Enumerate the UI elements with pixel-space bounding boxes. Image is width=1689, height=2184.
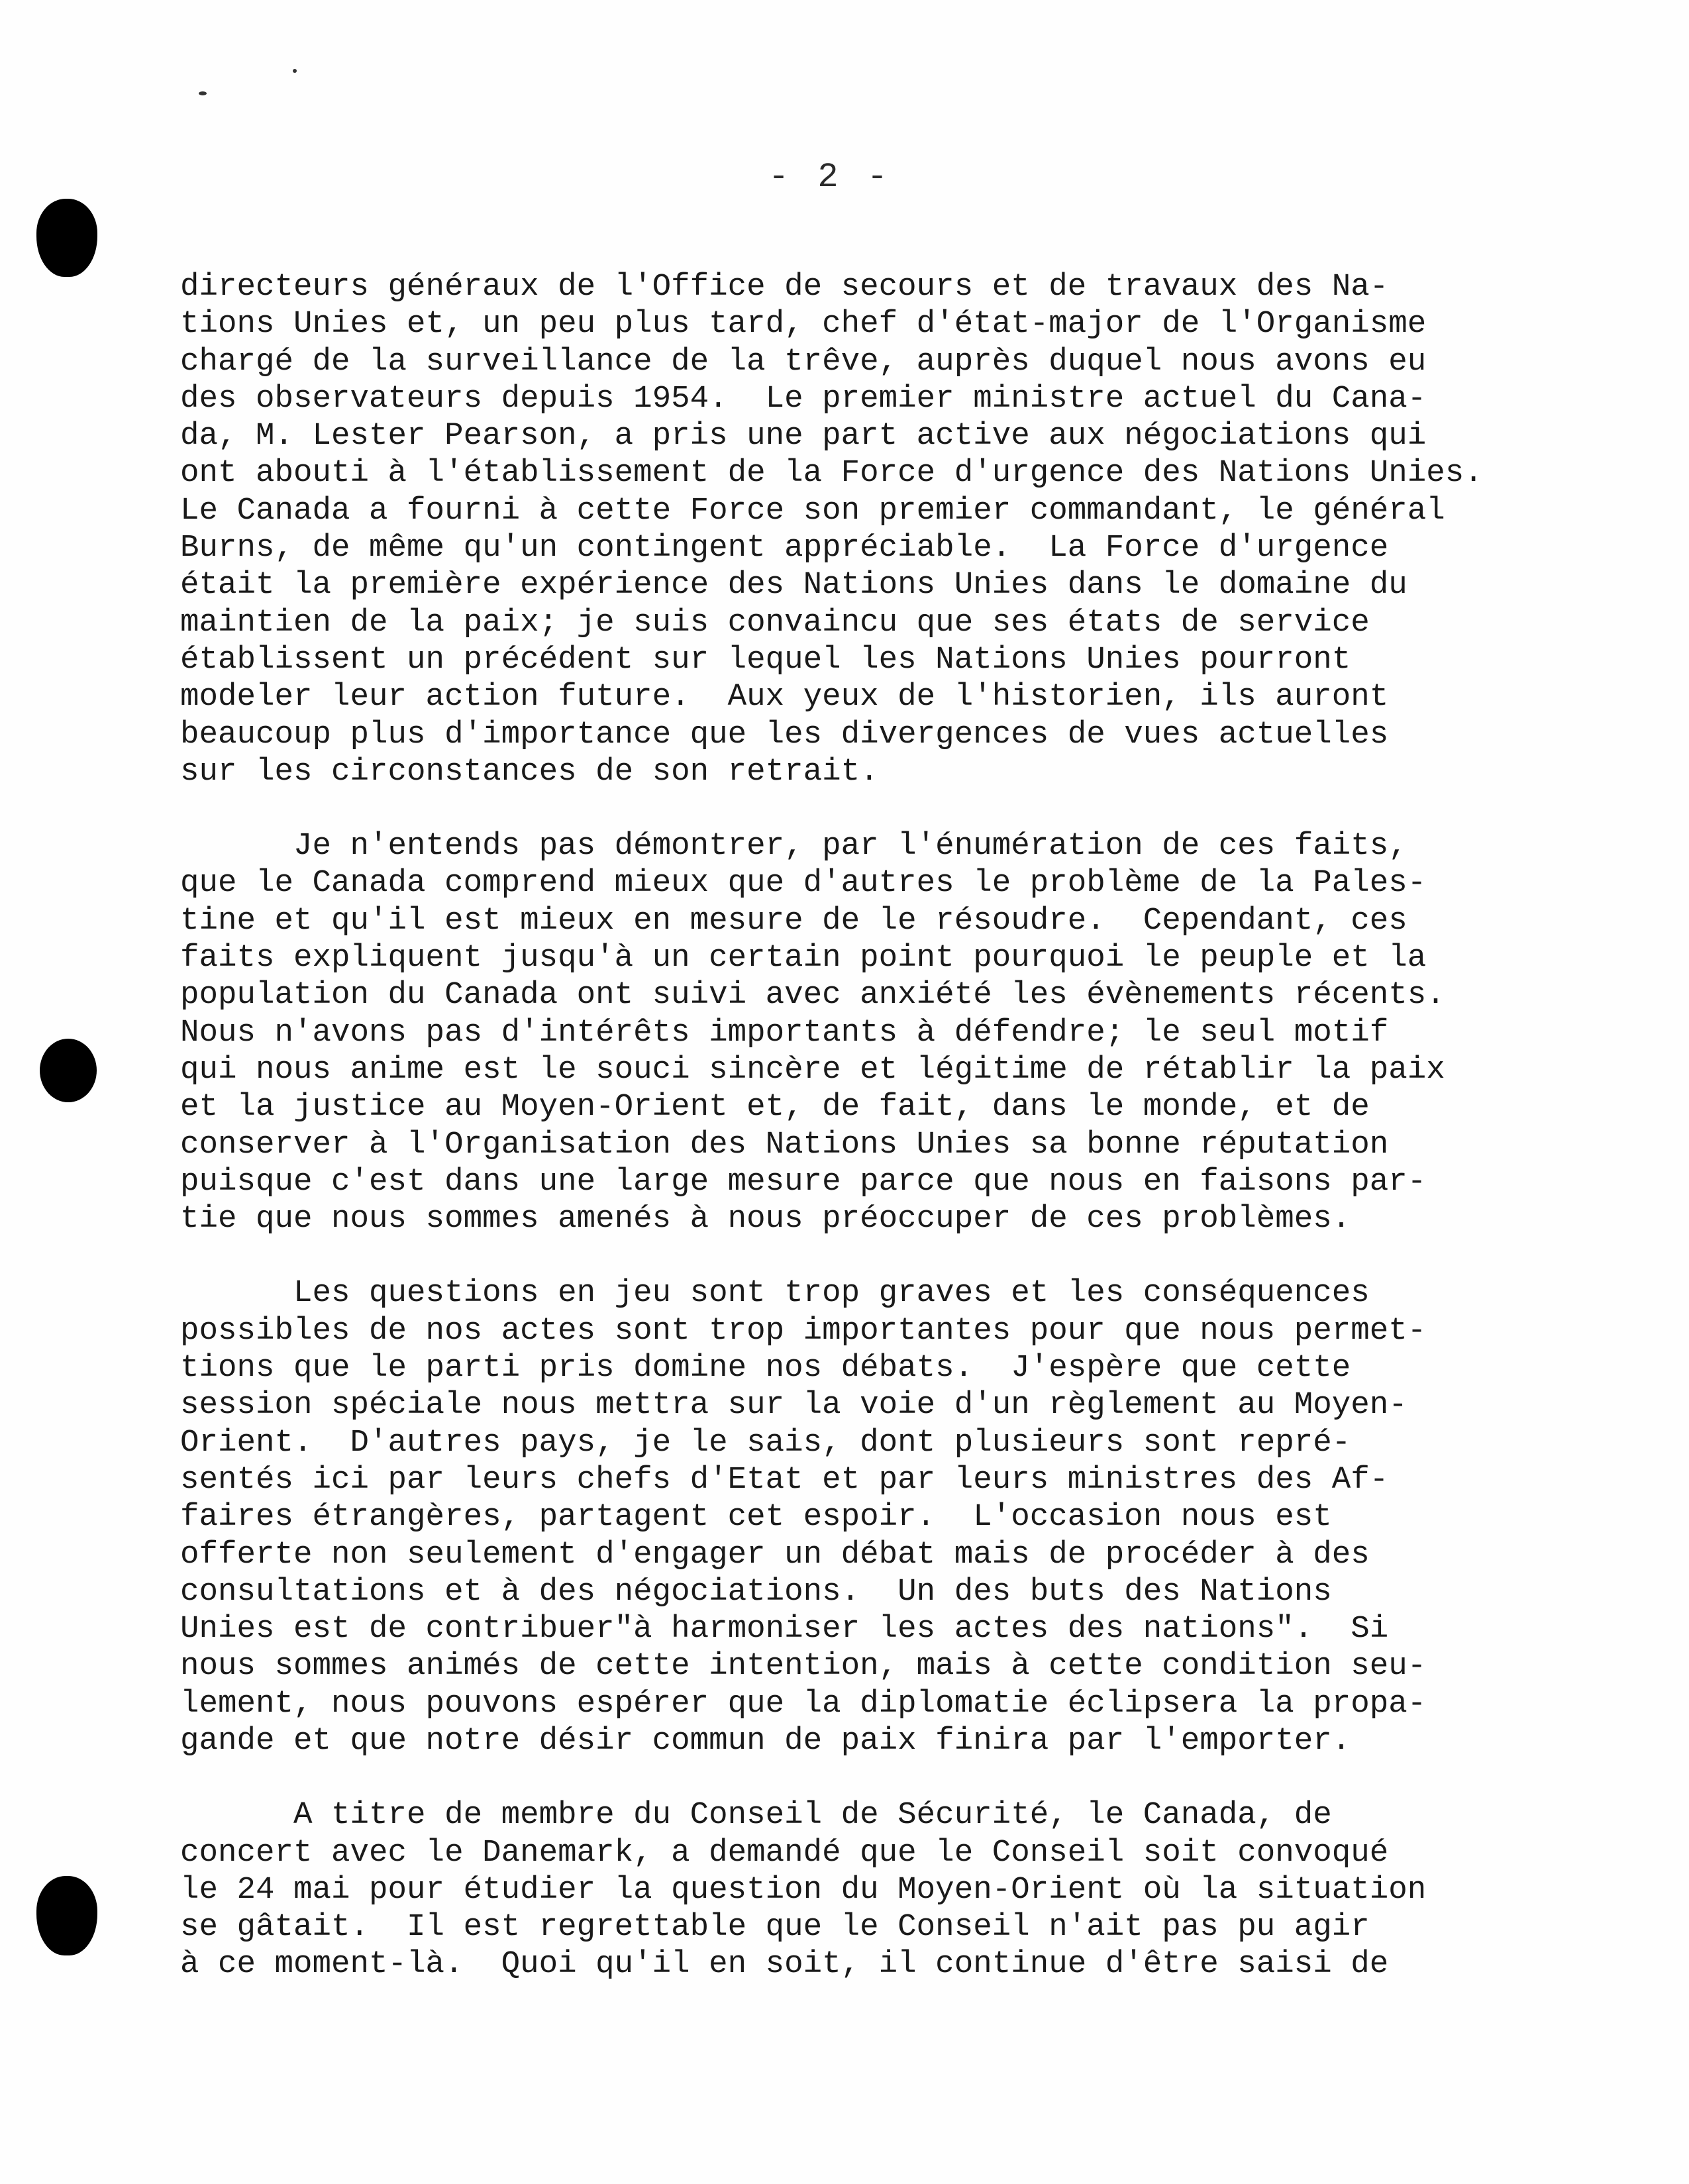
- text-line: se gâtait. Il est regrettable que le Conseil n'ait pas pu agir: [180, 1909, 1370, 1946]
- text-line: des observateurs depuis 1954. Le premier ministre actuel du Cana-: [180, 380, 1427, 417]
- document-body: [180, 268, 1584, 1983]
- punch-hole-top: [36, 199, 97, 277]
- paragraph: [180, 1796, 1584, 1983]
- text-line: chargé de la surveillance de la trêve, auprès duquel nous avons eu: [180, 343, 1427, 380]
- text-line: était la première expérience des Nations Unies dans le domaine du: [180, 567, 1408, 603]
- text-line: puisque c'est dans une large mesure parce que nous en faisons par-: [180, 1163, 1427, 1200]
- text-line: gande et que notre désir commun de paix finira par l'emporter.: [180, 1722, 1351, 1759]
- text-line: à ce moment-là. Quoi qu'il en soit, il continue d'être saisi de: [180, 1946, 1389, 1983]
- punch-hole-middle: [40, 1039, 97, 1102]
- text-line: possibles de nos actes sont trop importantes pour que nous permet-: [180, 1312, 1427, 1349]
- text-line: sentés ici par leurs chefs d'Etat et par leurs ministres des Af-: [180, 1461, 1389, 1498]
- text-line: beaucoup plus d'importance que les divergences de vues actuelles: [180, 716, 1389, 753]
- text-line: Je n'entends pas démontrer, par l'énumération de ces faits,: [180, 828, 1408, 864]
- ink-speck: [293, 69, 297, 73]
- text-line: offerte non seulement d'engager un débat mais de procéder à des: [180, 1536, 1370, 1573]
- ink-speck: [199, 91, 207, 95]
- punch-hole-bottom: [36, 1876, 97, 1955]
- text-line: et la justice au Moyen-Orient et, de fait, dans le monde, et de: [180, 1089, 1370, 1125]
- text-line: faires étrangères, partagent cet espoir. L'occasion nous est: [180, 1499, 1332, 1535]
- paragraph: [180, 827, 1584, 1237]
- text-line: session spéciale nous mettra sur la voie d'un règlement au Moyen-: [180, 1387, 1408, 1424]
- text-line: le 24 mai pour étudier la question du Moyen-Orient où la situation: [180, 1871, 1427, 1908]
- text-line: conserver à l'Organisation des Nations Unies sa bonne réputation: [180, 1126, 1389, 1163]
- text-line: concert avec le Danemark, a demandé que le Conseil soit convoqué: [180, 1834, 1389, 1871]
- text-line: Orient. D'autres pays, je le sais, dont plusieurs sont repré-: [180, 1424, 1351, 1461]
- text-line: nous sommes animés de cette intention, mais à cette condition seu-: [180, 1648, 1427, 1685]
- text-line: modeler leur action future. Aux yeux de l'historien, ils auront: [180, 679, 1389, 715]
- text-line: Nous n'avons pas d'intérêts importants à défendre; le seul motif: [180, 1014, 1389, 1051]
- text-line: Unies est de contribuer"à harmoniser les actes des nations". Si: [180, 1611, 1389, 1647]
- text-line: population du Canada ont suivi avec anxiété les évènements récents.: [180, 977, 1445, 1014]
- text-line: tine et qu'il est mieux en mesure de le résoudre. Cependant, ces: [180, 902, 1408, 939]
- text-line: ont abouti à l'établissement de la Force d'urgence des Nations Unies.: [180, 455, 1483, 492]
- text-line: consultations et à des négociations. Un des buts des Nations: [180, 1573, 1332, 1610]
- text-line: Burns, de même qu'un contingent appréciable. La Force d'urgence: [180, 530, 1389, 566]
- page-number: - 2 -: [768, 158, 892, 197]
- text-line: Les questions en jeu sont trop graves et les conséquences: [180, 1275, 1370, 1312]
- text-line: A titre de membre du Conseil de Sécurité, le Canada, de: [180, 1797, 1332, 1834]
- text-line: tions que le parti pris domine nos débats. J'espère que cette: [180, 1350, 1351, 1386]
- text-line: sur les circonstances de son retrait.: [180, 753, 879, 790]
- text-line: que le Canada comprend mieux que d'autres le problème de la Pales-: [180, 865, 1427, 902]
- text-line: qui nous anime est le souci sincère et légitime de rétablir la paix: [180, 1051, 1445, 1088]
- text-line: tions Unies et, un peu plus tard, chef d'état-major de l'Organisme: [180, 306, 1427, 342]
- text-line: Le Canada a fourni à cette Force son premier commandant, le général: [180, 492, 1445, 529]
- paragraph: [180, 268, 1584, 790]
- text-line: établissent un précédent sur lequel les Nations Unies pourront: [180, 641, 1351, 678]
- text-line: lement, nous pouvons espérer que la diplomatie éclipsera la propa-: [180, 1685, 1427, 1722]
- text-line: tie que nous sommes amenés à nous préoccuper de ces problèmes.: [180, 1201, 1351, 1237]
- text-line: da, M. Lester Pearson, a pris une part active aux négociations qui: [180, 418, 1427, 454]
- text-line: directeurs généraux de l'Office de secours et de travaux des Na-: [180, 269, 1389, 305]
- text-line: maintien de la paix; je suis convaincu que ses états de service: [180, 604, 1370, 641]
- text-line: faits expliquent jusqu'à un certain point pourquoi le peuple et la: [180, 940, 1427, 976]
- paragraph: [180, 1274, 1584, 1759]
